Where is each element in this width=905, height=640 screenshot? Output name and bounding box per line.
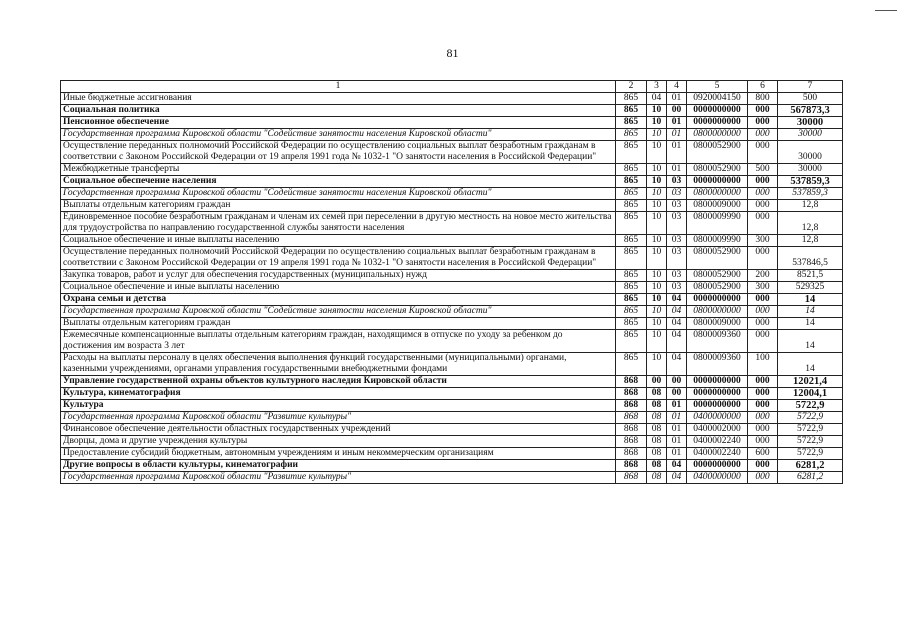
code-target-article: 0400002240 <box>687 436 748 448</box>
table-row <box>61 235 843 247</box>
code-expense-type: 000 <box>748 141 778 164</box>
code-grbs: 865 <box>616 294 647 306</box>
table-row <box>61 472 843 484</box>
code-expense-type: 000 <box>748 294 778 306</box>
table-row <box>61 164 843 176</box>
item-name: Дворцы, дома и другие учреждения культуры <box>61 436 616 448</box>
code-subsection: 03 <box>667 212 687 235</box>
code-grbs: 865 <box>616 318 647 330</box>
code-expense-type: 000 <box>748 117 778 129</box>
code-target-article: 0800009360 <box>687 353 748 376</box>
code-grbs: 868 <box>616 424 647 436</box>
code-section: 08 <box>647 472 667 484</box>
code-subsection: 01 <box>667 93 687 105</box>
code-subsection: 00 <box>667 105 687 117</box>
item-name: Закупка товаров, работ и услуг для обеспечения государственных (муниципальных) нужд <box>61 270 616 282</box>
amount: 14 <box>778 353 843 376</box>
amount: 14 <box>778 294 843 306</box>
code-section: 08 <box>647 424 667 436</box>
table-row <box>61 129 843 141</box>
code-section: 10 <box>647 282 667 294</box>
amount: 30000 <box>778 117 843 129</box>
code-subsection: 04 <box>667 353 687 376</box>
amount: 537859,3 <box>778 188 843 200</box>
table-row <box>61 294 843 306</box>
code-target-article: 0800052900 <box>687 247 748 270</box>
item-name: Осуществление переданных полномочий Российской Федерации по осуществлению социальных выплат безработным гражданам в соответствии с Законом Российской Федерации от 19 апреля 1991 года № 1032-1 "О занятости населения в Российской Федерации" <box>61 247 616 270</box>
code-expense-type: 000 <box>748 129 778 141</box>
code-subsection: 01 <box>667 117 687 129</box>
code-section: 10 <box>647 164 667 176</box>
code-subsection: 04 <box>667 318 687 330</box>
code-section: 10 <box>647 270 667 282</box>
code-expense-type: 000 <box>748 306 778 318</box>
code-section: 10 <box>647 141 667 164</box>
item-name: Государственная программа Кировской области "Содействие занятости населения Кировской области" <box>61 129 616 141</box>
item-name: Управление государственной охраны объектов культурного наследия Кировской области <box>61 376 616 388</box>
code-target-article: 0400000000 <box>687 472 748 484</box>
column-number-row <box>61 81 843 93</box>
amount: 14 <box>778 318 843 330</box>
page-number: 81 <box>446 46 459 60</box>
code-grbs: 865 <box>616 330 647 353</box>
code-expense-type: 200 <box>748 270 778 282</box>
item-name: Социальное обеспечение населения <box>61 176 616 188</box>
code-expense-type: 000 <box>748 424 778 436</box>
code-expense-type: 000 <box>748 176 778 188</box>
code-target-article: 0000000000 <box>687 400 748 412</box>
column-header: 2 <box>616 81 647 93</box>
amount: 537859,3 <box>778 176 843 188</box>
code-subsection: 04 <box>667 294 687 306</box>
table-row <box>61 448 843 460</box>
code-expense-type: 000 <box>748 247 778 270</box>
code-expense-type: 000 <box>748 412 778 424</box>
code-section: 08 <box>647 448 667 460</box>
item-name: Расходы на выплаты персоналу в целях обеспечения выполнения функций государственными (муниципальными) органами, казенными учреждениями, органами управления государственными внебюджетными фондами <box>61 353 616 376</box>
amount: 5722,9 <box>778 448 843 460</box>
amount: 5722,9 <box>778 412 843 424</box>
table-row <box>61 176 843 188</box>
code-section: 10 <box>647 318 667 330</box>
table-row <box>61 400 843 412</box>
code-grbs: 868 <box>616 460 647 472</box>
code-target-article: 0000000000 <box>687 105 748 117</box>
code-subsection: 03 <box>667 270 687 282</box>
code-expense-type: 000 <box>748 460 778 472</box>
table-row <box>61 247 843 270</box>
amount: 12004,1 <box>778 388 843 400</box>
code-section: 10 <box>647 105 667 117</box>
amount: 30000 <box>778 129 843 141</box>
code-grbs: 865 <box>616 247 647 270</box>
code-expense-type: 300 <box>748 282 778 294</box>
code-expense-type: 000 <box>748 212 778 235</box>
code-expense-type: 000 <box>748 330 778 353</box>
code-target-article: 0800009000 <box>687 200 748 212</box>
code-grbs: 865 <box>616 353 647 376</box>
code-grbs: 865 <box>616 200 647 212</box>
code-expense-type: 100 <box>748 353 778 376</box>
amount: 12,8 <box>778 235 843 247</box>
amount: 6281,2 <box>778 460 843 472</box>
amount: 14 <box>778 306 843 318</box>
column-header: 5 <box>687 81 748 93</box>
code-grbs: 865 <box>616 164 647 176</box>
amount: 567873,3 <box>778 105 843 117</box>
code-subsection: 01 <box>667 129 687 141</box>
item-name: Иные бюджетные ассигнования <box>61 93 616 105</box>
table-row <box>61 330 843 353</box>
code-subsection: 01 <box>667 164 687 176</box>
amount: 12021,4 <box>778 376 843 388</box>
code-target-article: 0400002240 <box>687 448 748 460</box>
code-section: 00 <box>647 376 667 388</box>
amount: 8521,5 <box>778 270 843 282</box>
code-grbs: 865 <box>616 235 647 247</box>
budget-table <box>60 80 843 484</box>
table-row <box>61 117 843 129</box>
code-expense-type: 000 <box>748 400 778 412</box>
code-section: 10 <box>647 117 667 129</box>
table-row <box>61 105 843 117</box>
code-target-article: 0000000000 <box>687 460 748 472</box>
table-row <box>61 353 843 376</box>
code-grbs: 865 <box>616 212 647 235</box>
scan-mark <box>875 10 897 11</box>
code-section: 10 <box>647 247 667 270</box>
code-target-article: 0000000000 <box>687 117 748 129</box>
table-row <box>61 93 843 105</box>
item-name: Ежемесячные компенсационные выплаты отдельным категориям граждан, находящимся в отпуске по уходу за ребенком до достижения им возраста 3 лет <box>61 330 616 353</box>
code-section: 08 <box>647 412 667 424</box>
table-row <box>61 436 843 448</box>
code-subsection: 04 <box>667 330 687 353</box>
table-row <box>61 318 843 330</box>
amount: 6281,2 <box>778 472 843 484</box>
code-subsection: 01 <box>667 400 687 412</box>
code-subsection: 01 <box>667 141 687 164</box>
amount: 529325 <box>778 282 843 294</box>
code-subsection: 03 <box>667 247 687 270</box>
code-target-article: 0800052900 <box>687 282 748 294</box>
amount: 12,8 <box>778 212 843 235</box>
code-grbs: 868 <box>616 376 647 388</box>
item-name: Выплаты отдельным категориям граждан <box>61 318 616 330</box>
code-subsection: 04 <box>667 306 687 318</box>
code-grbs: 865 <box>616 93 647 105</box>
code-grbs: 868 <box>616 388 647 400</box>
code-expense-type: 500 <box>748 164 778 176</box>
item-name: Государственная программа Кировской области "Развитие культуры" <box>61 472 616 484</box>
amount: 30000 <box>778 141 843 164</box>
code-grbs: 865 <box>616 117 647 129</box>
item-name: Другие вопросы в области культуры, кинематографии <box>61 460 616 472</box>
table-row <box>61 141 843 164</box>
code-target-article: 0000000000 <box>687 176 748 188</box>
code-subsection: 04 <box>667 472 687 484</box>
code-target-article: 0000000000 <box>687 376 748 388</box>
item-name: Культура, кинематография <box>61 388 616 400</box>
item-name: Предоставление субсидий бюджетным, автономным учреждениям и иным некоммерческим организациям <box>61 448 616 460</box>
amount: 5722,9 <box>778 400 843 412</box>
code-grbs: 865 <box>616 188 647 200</box>
code-target-article: 0800009990 <box>687 212 748 235</box>
code-subsection: 03 <box>667 235 687 247</box>
amount: 12,8 <box>778 200 843 212</box>
code-section: 10 <box>647 353 667 376</box>
code-subsection: 01 <box>667 424 687 436</box>
code-target-article: 0800052900 <box>687 270 748 282</box>
table-row <box>61 188 843 200</box>
code-subsection: 01 <box>667 412 687 424</box>
item-name: Финансовое обеспечение деятельности областных государственных учреждений <box>61 424 616 436</box>
code-expense-type: 000 <box>748 472 778 484</box>
code-target-article: 0920004150 <box>687 93 748 105</box>
code-expense-type: 800 <box>748 93 778 105</box>
code-target-article: 0800052900 <box>687 164 748 176</box>
code-subsection: 01 <box>667 436 687 448</box>
column-header: 6 <box>748 81 778 93</box>
code-subsection: 03 <box>667 282 687 294</box>
code-grbs: 868 <box>616 400 647 412</box>
table-row <box>61 388 843 400</box>
code-target-article: 0800009000 <box>687 318 748 330</box>
code-subsection: 03 <box>667 176 687 188</box>
code-section: 10 <box>647 188 667 200</box>
code-grbs: 868 <box>616 472 647 484</box>
code-expense-type: 000 <box>748 376 778 388</box>
code-expense-type: 000 <box>748 388 778 400</box>
code-target-article: 0800000000 <box>687 129 748 141</box>
code-target-article: 0800009360 <box>687 330 748 353</box>
code-subsection: 00 <box>667 376 687 388</box>
code-grbs: 865 <box>616 306 647 318</box>
amount: 500 <box>778 93 843 105</box>
code-target-article: 0000000000 <box>687 388 748 400</box>
table-row <box>61 424 843 436</box>
code-section: 08 <box>647 388 667 400</box>
amount: 14 <box>778 330 843 353</box>
amount: 5722,9 <box>778 436 843 448</box>
code-grbs: 865 <box>616 282 647 294</box>
code-section: 08 <box>647 436 667 448</box>
item-name: Культура <box>61 400 616 412</box>
code-expense-type: 000 <box>748 436 778 448</box>
table-row <box>61 282 843 294</box>
code-grbs: 868 <box>616 412 647 424</box>
table-row <box>61 270 843 282</box>
code-target-article: 0400002000 <box>687 424 748 436</box>
item-name: Межбюджетные трансферты <box>61 164 616 176</box>
item-name: Осуществление переданных полномочий Российской Федерации по осуществлению социальных выплат безработным гражданам в соответствии с Законом Российской Федерации от 19 апреля 1991 года № 1032-1 "О занятости населения в Российской Федерации" <box>61 141 616 164</box>
table-row <box>61 200 843 212</box>
code-section: 08 <box>647 460 667 472</box>
code-expense-type: 300 <box>748 235 778 247</box>
item-name: Единовременное пособие безработным гражданам и членам их семей при переселении в другую местность на новое место жительства для трудоустройства по направлению государственной службы занятости населения <box>61 212 616 235</box>
column-header: 1 <box>61 81 616 93</box>
code-grbs: 865 <box>616 129 647 141</box>
code-target-article: 0800009990 <box>687 235 748 247</box>
code-section: 10 <box>647 306 667 318</box>
item-name: Социальное обеспечение и иные выплаты населению <box>61 235 616 247</box>
column-header: 3 <box>647 81 667 93</box>
code-grbs: 865 <box>616 141 647 164</box>
table-row <box>61 212 843 235</box>
code-grbs: 868 <box>616 436 647 448</box>
table-row <box>61 412 843 424</box>
code-section: 10 <box>647 235 667 247</box>
amount: 30000 <box>778 164 843 176</box>
code-section: 10 <box>647 176 667 188</box>
column-header: 4 <box>667 81 687 93</box>
code-target-article: 0800000000 <box>687 306 748 318</box>
amount: 5722,9 <box>778 424 843 436</box>
code-target-article: 0800052900 <box>687 141 748 164</box>
code-section: 10 <box>647 212 667 235</box>
code-grbs: 865 <box>616 176 647 188</box>
table-body <box>61 93 843 484</box>
code-subsection: 03 <box>667 188 687 200</box>
item-name: Социальная политика <box>61 105 616 117</box>
code-section: 04 <box>647 93 667 105</box>
item-name: Охрана семьи и детства <box>61 294 616 306</box>
code-grbs: 868 <box>616 448 647 460</box>
code-target-article: 0000000000 <box>687 294 748 306</box>
item-name: Выплаты отдельным категориям граждан <box>61 200 616 212</box>
item-name: Государственная программа Кировской области "Развитие культуры" <box>61 412 616 424</box>
code-expense-type: 000 <box>748 200 778 212</box>
column-header: 7 <box>778 81 843 93</box>
code-subsection: 03 <box>667 200 687 212</box>
code-expense-type: 000 <box>748 105 778 117</box>
table-row <box>61 376 843 388</box>
code-grbs: 865 <box>616 270 647 282</box>
table-row <box>61 306 843 318</box>
code-target-article: 0400000000 <box>687 412 748 424</box>
amount: 537846,5 <box>778 247 843 270</box>
code-target-article: 0800000000 <box>687 188 748 200</box>
table-row <box>61 460 843 472</box>
code-section: 08 <box>647 400 667 412</box>
item-name: Государственная программа Кировской области "Содействие занятости населения Кировской области" <box>61 188 616 200</box>
code-subsection: 00 <box>667 388 687 400</box>
code-subsection: 04 <box>667 460 687 472</box>
code-expense-type: 600 <box>748 448 778 460</box>
code-expense-type: 000 <box>748 188 778 200</box>
code-section: 10 <box>647 330 667 353</box>
item-name: Социальное обеспечение и иные выплаты населению <box>61 282 616 294</box>
code-grbs: 865 <box>616 105 647 117</box>
code-subsection: 01 <box>667 448 687 460</box>
item-name: Государственная программа Кировской области "Содействие занятости населения Кировской области" <box>61 306 616 318</box>
code-section: 10 <box>647 294 667 306</box>
code-expense-type: 000 <box>748 318 778 330</box>
item-name: Пенсионное обеспечение <box>61 117 616 129</box>
code-section: 10 <box>647 129 667 141</box>
code-section: 10 <box>647 200 667 212</box>
